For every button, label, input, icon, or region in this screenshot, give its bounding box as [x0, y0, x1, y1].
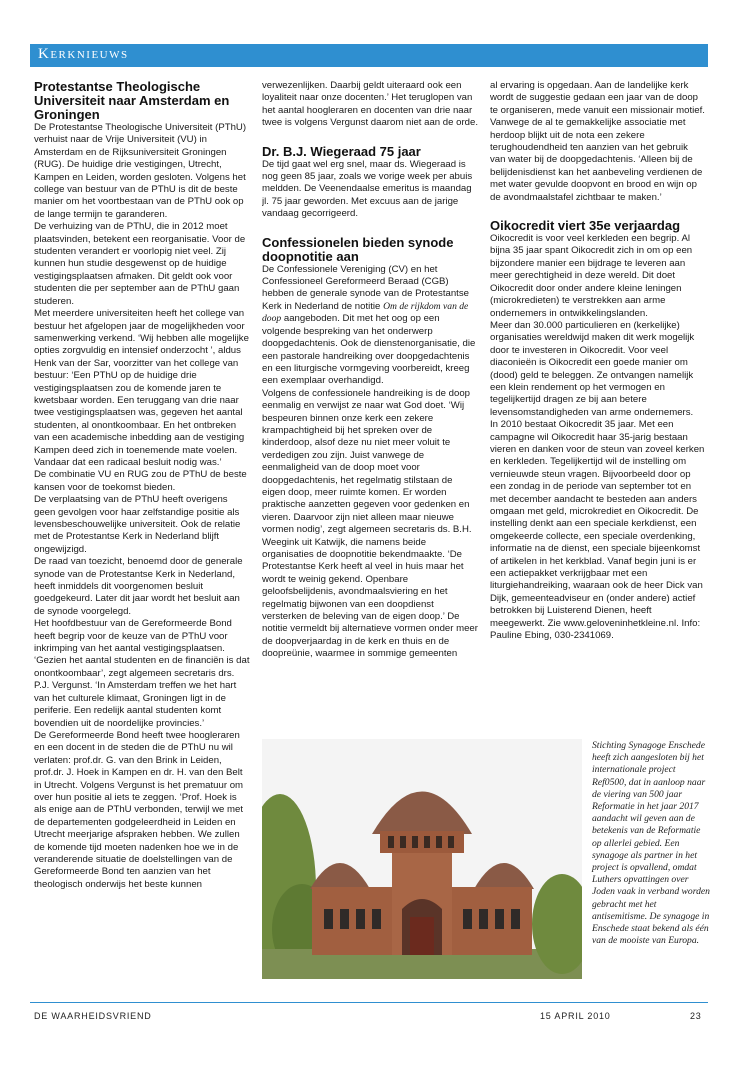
- paragraph: De raad van toezicht, benoemd door de generale synode van de Protestantse Kerk in Nederland, heeft inmiddels dit voorgenomen besluit goedgekeurd. Later dit jaar wordt het besluit aan de synode voorgelegd.: [34, 556, 243, 617]
- article-title-doopnotitie: Confessionelen bieden synode doopnotitie aan: [262, 234, 454, 264]
- article-title-pthu: Protestantse Theologische Universiteit naar Amsterdam en Groningen: [34, 80, 230, 122]
- paragraph-continued: al ervaring is opgedaan. Aan de landelijke kerk wordt de suggestie gedaan een jaar van de doop te organiseren, mede vanuit een missionair motief. Vanwege de al te gemakkelijke associatie met herdoop blijkt uit de nota een zekere terughoudendheid ten aanzien van het gebruik van water bij de doopgedachtenis. ‘Alleen bij de belijdenisdienst kan het aanbeveling verdienen de met water gevulde doopvont en brood en wijn op de avondmaalstafel zichtbaar te maken.’: [490, 80, 705, 203]
- paragraph: Het hoofdbestuur van de Gereformeerde Bond heeft begrip voor de keuze van de PThU voor inkrimping van het aantal vestigingsplaatsen. ‘Gezien het aantal studenten en de financiën is dat onontkoombaar’, zegt algemeen secretaris drs. P.J. Vergunst. ‘In Amsterdam treffen we het hart van het culturele klimaat, Groningen ligt in de periferie. Een redelijk aantal studenten komt bovendien uit de noordelijke provincies.’: [34, 618, 250, 729]
- paragraph: [262, 264, 478, 388]
- text-run: De Confessionele Vereniging (CV) en het Confessioneel Gereformeerd Beraad (CGB) hebben de generale synode van de Protestantse Kerk in Nederland de notitie: [262, 263, 469, 312]
- photo-caption: Stichting Synagoge Enschede heeft zich aangesloten bij het internationale project Ref0500, dat in aanloop naar de viering van 500 jaar Reformatie in het jaar 2017 aandacht wil geven aan de betekenis van de Reformatie op allerlei gebied. Een synagoge als partner in het project is opvallend, omdat Luthers opvattingen over Joden vaak in verband worden gebracht met het antisemitisme. De synagoge in Enschede staat bekend als één van de mooiste van Europa.: [592, 740, 710, 947]
- paragraph: De Gereformeerde Bond heeft twee hoogleraren en een docent in de steden die de PThU nu wil verlaten: prof.dr. G. van den Brink in Leiden, prof.dr. J. Hoek in Kampen en dr. H. van den Belt in Utrecht. Volgens Vergunst is het prematuur om over hun positie al iets te zeggen. ‘Prof. Hoek is als enige aan de PThU verbonden, terwijl we met de departementen godgeleerdheid in Leiden en Utrecht meerjarige afspraken hebben. We zullen de komende tijd moeten nadenken hoe we in de veranderende situatie de doelstellingen van de Gereformeerde Bond ten aanzien van het theologisch onderwijs het beste kunnen: [34, 729, 244, 890]
- paragraph: Meer dan 30.000 particulieren en (kerkelijke) organisaties wereldwijd maken dit werk mogelijk door te investeren in Oikocredit. Voor veel diaconieën is Oikocredit een goede manier om (dood) geld te beleggen. Ze ontvangen namelijk een klein rendement op het vermogen en tegelijkertijd dragen ze bij aan betere levensomstandigheden van arme ondernemers.: [490, 319, 695, 418]
- synagogue-illustration: [262, 739, 582, 979]
- publication-title: Om de rijkdom van de doop: [262, 300, 469, 325]
- paragraph: In 2010 bestaat Oikocredit 35 jaar. Met een campagne wil Oikocredit haar 35-jarig bestaan vieren en danken voor de steun van zoveel kerken en kerkleden. Tegelijkertijd wil de instelling om vernieuwde steun vragen. Bijvoorbeeld door op een zondag in de periode van september tot en met december aandacht te besteden aan anders omgaan met geld, microkrediet en Oikocredit. De instelling denkt aan een speciale kerkdienst, een omgekeerde collecte, een speciale overdenking, informatie na de dienst, een speciale bijeenkomst of artikelen in het kerkblad. Vanaf begin juni is er een actiepakket verkrijgbaar met een liturgiehandreiking, waaraan ook de heer Dick van Dijk, gemeenteadviseur en (onder andere) actief betrokken bij Luisterend Dienen, heeft meegewerkt. Zie www.geloveninhetkleine.nl. Info: Pauline Ebing, 030-2341069.: [490, 419, 705, 642]
- paragraph: De verhuizing van de PThU, die in 2012 moet plaatsvinden, betekent een reorganisatie. Voor de studenten verandert er voorlopig niet veel. Zij kunnen hun studie desgewenst op de huidige vestigingsplaatsen afmaken. Dit geldt ook voor studenten die per september aan de PThU gaan studeren.: [34, 221, 246, 307]
- paragraph: De verplaatsing van de PThU heeft overigens geen gevolgen voor haar zelfstandige positie als levensbeschouwelijke universiteit. Ook de relatie met de Protestantse Kerk in Nederland blijft ongewijzigd.: [34, 494, 241, 555]
- article-title-wiegeraad: Dr. B.J. Wiegeraad 75 jaar: [262, 143, 421, 159]
- synagogue-photo: [262, 739, 582, 979]
- footer-date: 15 APRIL 2010: [540, 1011, 611, 1021]
- section-banner: [30, 44, 708, 67]
- entrance-door: [410, 917, 434, 955]
- paragraph-continued: verwezenlijken. Daarbij geldt uiteraard ook een loyaliteit naar onze docenten.’ Het teruglopen van het aantal hoogleraren en docenten van drie naar twee is volgens Vergunst daarom niet aan de orde.: [262, 80, 478, 129]
- paragraph: Met meerdere universiteiten heeft het college van bestuur het afgelopen jaar de mogelijkheden voor samenwerking verkend. ‘Wij hebben alle mogelijke opties zorgvuldig en intensief onderzocht ’, aldus Henk van der Sar, voorzitter van het college van bestuur: ‘Een PThU op de huidige drie vestigingsplaatsen zou de komende jaren te kwetsbaar worden. Een teruggang van drie naar twee vestigingsplaatsen was, gegeven het aantal studenten, al onontkoombaar. En het ontbreken van een academische inbedding aan de vestiging Kampen deed zich in toenemende mate voelen. Vandaar dat een radicaal besluit nodig was.’: [34, 308, 249, 468]
- paragraph: Volgens de confessionele handreiking is de doop eenmalig en verwijst ze naar wat God doet. ‘Wij bespeuren binnen onze kerk een zekere krampachtigheid bij het spreken over de kinderdoop, alsof deze nu niet meer voluit te verdedigen zou zijn. Juist vanwege de eenmaligheid van de doop moet voor doopgedachtenis, het regelmatig stilstaan de eigen doop, meer ruimte komen. Er worden praktische aanzetten gegeven voor gedenken en vieren. Daarvoor zijn niet alleen maar nieuwe vormen nodig’, zegt algemeen secretaris ds. B.H. Weegink uit Katwijk, die namens beide organisaties de doopnotitie bekendmaakte. ‘De Protestantse Kerk heeft al veel in huis maar het wordt te weinig gekend. Openbare geloofsbelijdenis, avondmaalsviering en het regelmatig bijwonen van een doopdienst versterken de beleving van de eigen doop.’ De notitie vermeldt bij alternatieve vormen onder meer de doopverjaardag in de kerk en thuis en de doopreünie, waarmee in sommige gemeenten: [262, 387, 478, 660]
- paragraph: De Protestantse Theologische Universiteit (PThU) verhuist naar de Vrije Universiteit (VU) in Amsterdam en de Rijksuniversiteit Groningen (RUG). De huidige drie vestigingen, Utrecht, Kampen en Leiden, worden gesloten. Volgens het college van bestuur van de PThU is dit de beste manier om het voortbestaan van de PThU ook op de lange termijn te garanderen.: [34, 122, 247, 220]
- column-3: [490, 80, 706, 710]
- footer-publication: DE WAARHEIDSVRIEND: [34, 1011, 152, 1021]
- paragraph: Oikocredit is voor veel kerkleden een begrip. Al bijna 35 jaar spant Oikocredit zich in om op een bijzondere manier een bijdrage te leveren aan meer gerechtigheid in deze wereld. Dit doet Oikocredit door onder andere kleine leningen (microkredieten) te verstrekken aan arme ondernemers in ontwikkelingslanden.: [490, 233, 693, 319]
- column-1: [34, 80, 250, 980]
- footer-page-number: 23: [690, 1011, 702, 1021]
- paragraph: De tijd gaat wel erg snel, maar ds. Wiegeraad is nog geen 85 jaar, zoals we vorige week per abuis meldden. De Veenendaalse emeritus is maandag jl. 75 jaar geworden. Met excuus aan de jarige vandaag gecorrigeerd.: [262, 158, 473, 220]
- article-title-oikocredit: Oikocredit viert 35e verjaardag: [490, 218, 681, 234]
- section-title: Kerknieuws: [38, 46, 129, 62]
- footer-rule: [30, 1002, 708, 1003]
- text-run: aangeboden. Dit met het oog op een volgende bespreking van het onderwerp doopgedachtenis. Ook de dienstenorganisatie, die een pastorale handreiking over doopgedachtenis en een liturgische vormgeving voorbereidt, kreeg een exemplaar overhandigd.: [262, 313, 476, 387]
- paragraph: De combinatie VU en RUG zou de PThU de beste kansen voor de toekomst bieden.: [34, 469, 247, 493]
- column-2: [262, 80, 478, 710]
